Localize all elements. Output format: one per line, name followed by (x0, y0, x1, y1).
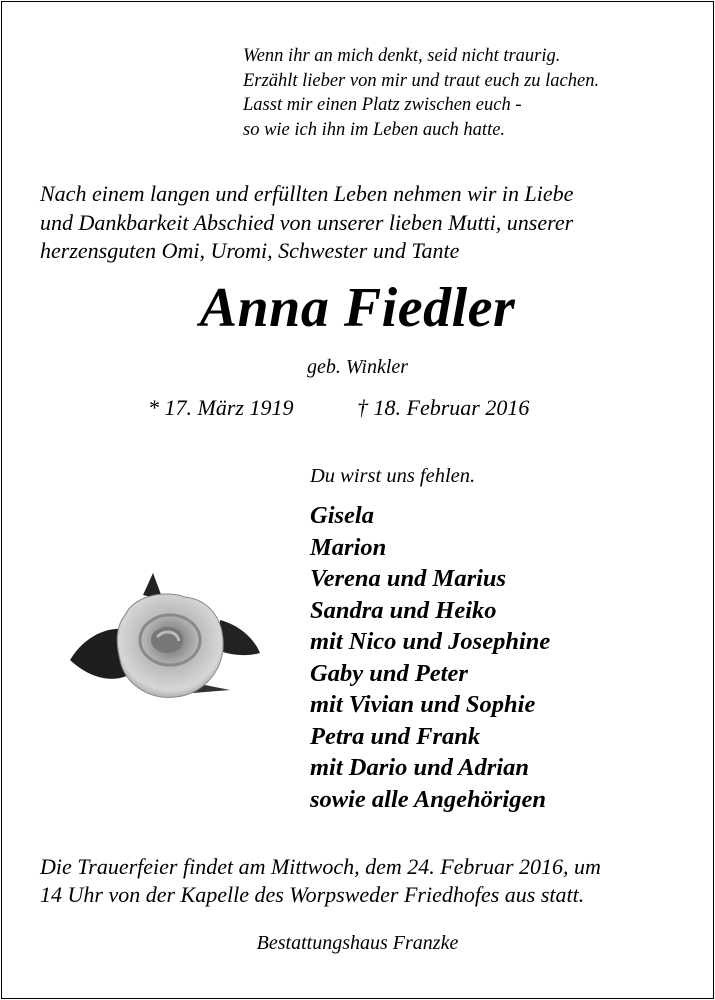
mourners-list (310, 500, 550, 815)
poem-line: Erzählt lieber von mir und traut euch zu lachen. (243, 70, 600, 91)
mourner: mit Vivian und Sophie (310, 691, 536, 718)
funeral-info (40, 853, 700, 909)
undertaker: Bestattungshaus Franzke (256, 932, 459, 954)
birth-date: * 17. März 1919 (148, 395, 294, 420)
intro-line: herzensguten Omi, Uromi, Schwester und Tante (40, 238, 460, 263)
mourner: Marion (310, 533, 387, 561)
funeral-line: 14 Uhr von der Kapelle des Worpsweder Friedhofes aus statt. (40, 882, 585, 907)
mourner: Gisela (310, 502, 374, 529)
intro-line: und Dankbarkeit Abschied von unserer lieben Mutti, unserer (40, 209, 574, 235)
deceased-name: Anna Fiedler (199, 277, 516, 339)
poem-line: Wenn ihr an mich denkt, seid nicht traurig. (243, 46, 561, 66)
intro-line: Nach einem langen und erfüllten Leben nehmen wir in Liebe (40, 181, 574, 206)
funeral-line: Die Trauerfeier findet am Mittwoch, dem 24. Februar 2016, um (40, 854, 601, 879)
rose-image (65, 565, 265, 715)
mourner: Sandra und Heiko (310, 596, 497, 624)
birth-name: geb. Winkler (306, 356, 409, 378)
poem-line: Lasst mir einen Platz zwischen euch - (243, 95, 522, 115)
intro-text (40, 180, 690, 266)
mourner: Verena und Marius (310, 565, 507, 592)
mourner: mit Nico und Josephine (310, 628, 551, 655)
mourner: Petra und Frank (310, 722, 481, 750)
poem-line: so wie ich ihn im Leben auch hatte. (243, 119, 506, 140)
mourner: Gaby und Peter (310, 659, 468, 687)
closing-line: Du wirst uns fehlen. (310, 465, 476, 487)
mourner: mit Dario und Adrian (310, 754, 529, 781)
mourner: sowie alle Angehörigen (310, 785, 546, 813)
poem (243, 44, 599, 142)
death-date: † 18. Februar 2016 (357, 395, 530, 420)
